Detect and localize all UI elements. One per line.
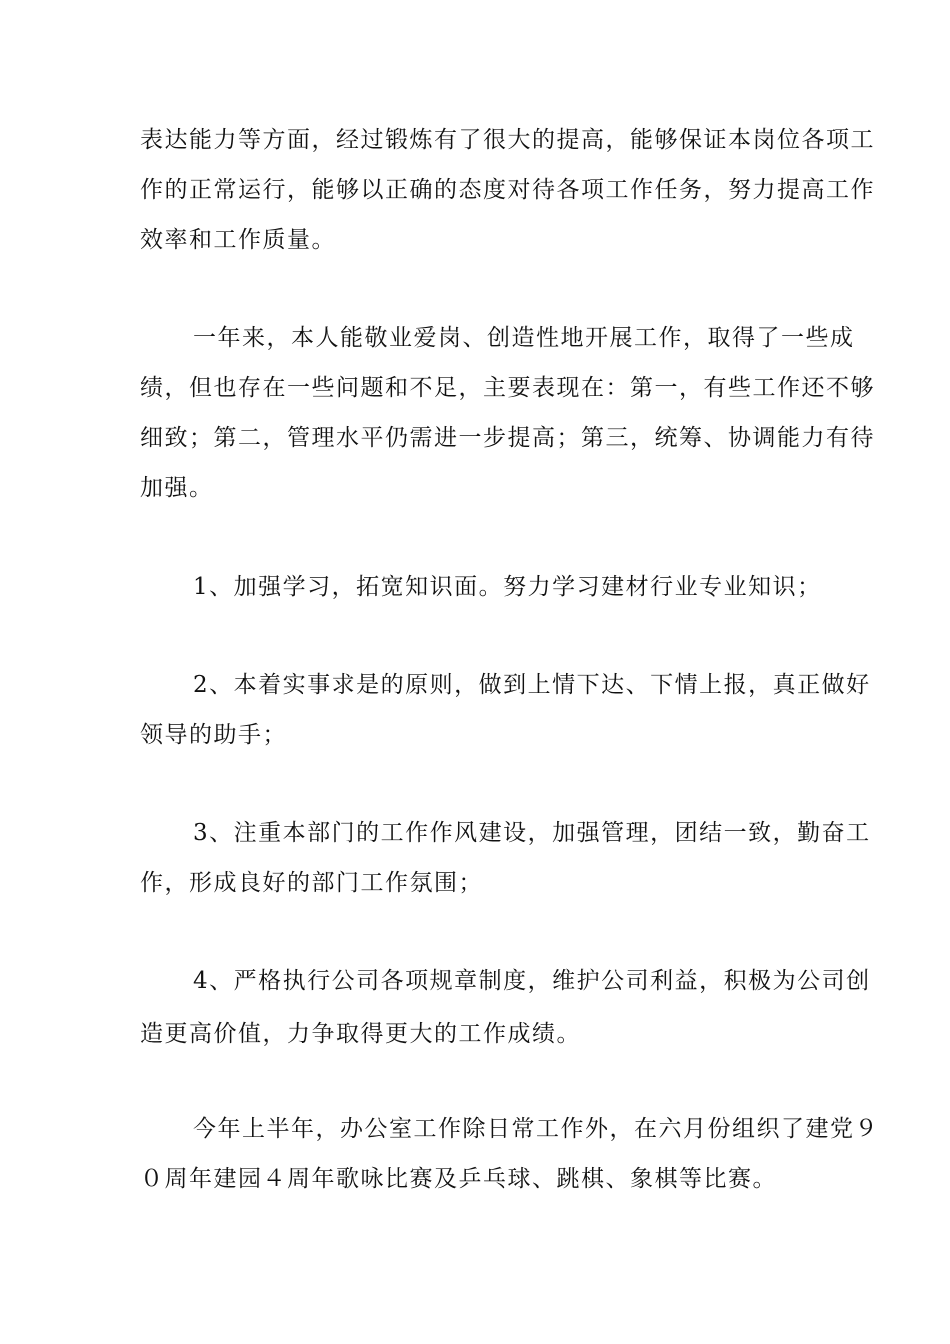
paragraph-line: 领导的助手； (140, 722, 287, 748)
paragraph-line: 一年来，本人能敬业爱岗、创造性地开展工作，取得了一些成 (193, 325, 855, 351)
paragraph-line: 造更高价值，力争取得更大的工作成绩。 (140, 1021, 581, 1047)
paragraph-line: 3、注重本部门的工作作风建设，加强管理，团结一致，勤奋工 (193, 820, 871, 846)
paragraph-line: ０周年建园４周年歌咏比赛及乒乓球、跳棋、象棋等比赛。 (140, 1166, 777, 1192)
paragraph-line: 今年上半年，办公室工作除日常工作外，在六月份组织了建党９ (193, 1116, 879, 1142)
paragraph-line: 作，形成良好的部门工作氛围； (140, 870, 483, 896)
paragraph-line: 表达能力等方面，经过锻炼有了很大的提高，能够保证本岗位各项工 (140, 127, 875, 153)
paragraph-line: 1、加强学习，拓宽知识面。努力学习建材行业专业知识； (193, 574, 822, 600)
paragraph-line: 4、严格执行公司各项规章制度，维护公司利益，积极为公司创 (193, 968, 871, 994)
paragraph-line: 细致；第二，管理水平仍需进一步提高；第三，统筹、协调能力有待 (140, 425, 875, 451)
paragraph-line: 加强。 (140, 475, 214, 501)
paragraph-line: 作的正常运行，能够以正确的态度对待各项工作任务，努力提高工作 (140, 177, 875, 203)
paragraph-line: 效率和工作质量。 (140, 227, 336, 253)
paragraph-line: 绩，但也存在一些问题和不足，主要表现在：第一，有些工作还不够 (140, 375, 875, 401)
paragraph-line: 2、本着实事求是的原则，做到上情下达、下情上报，真正做好 (193, 672, 871, 698)
